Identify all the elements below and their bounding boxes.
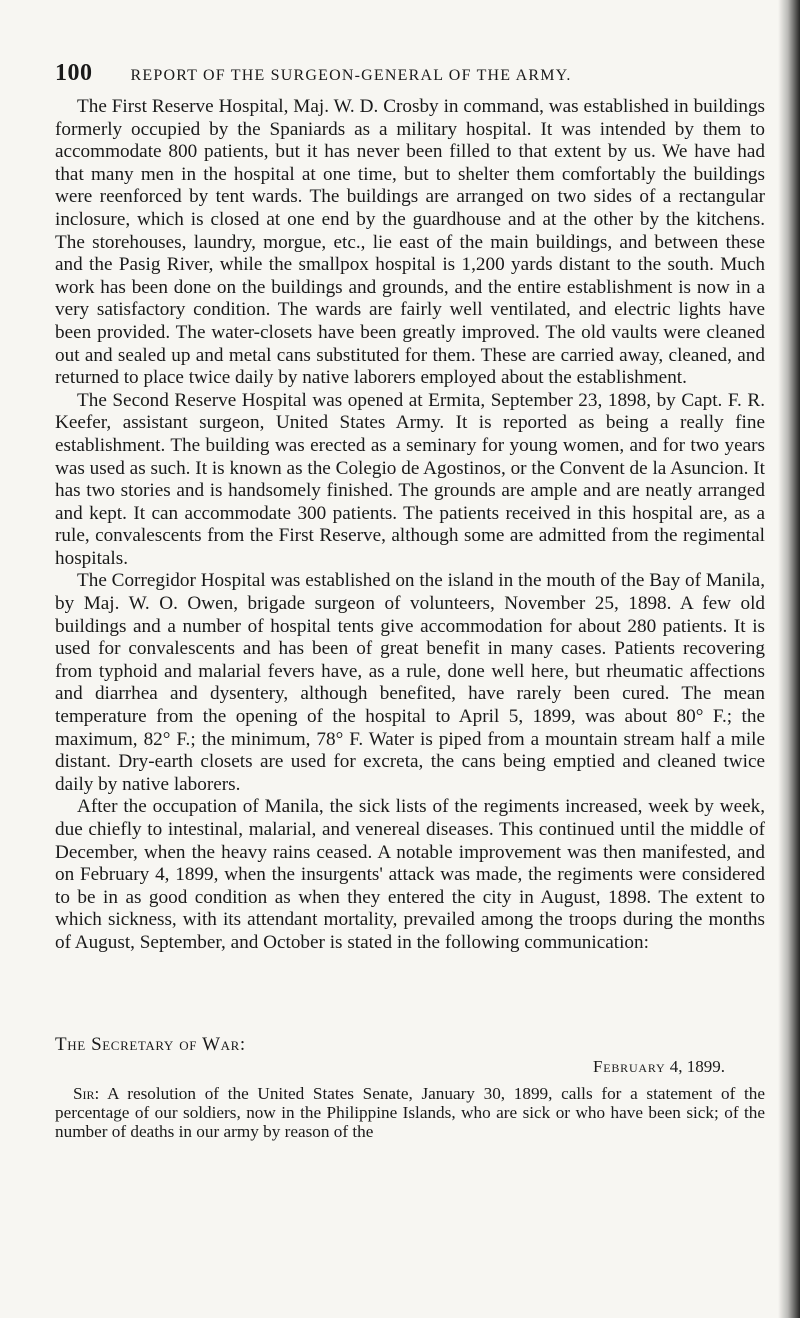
quoted-letter	[55, 1034, 765, 1141]
letter-salutation: Sir:	[73, 1084, 100, 1103]
letter-addressee: The Secretary of War:	[55, 1034, 246, 1055]
letter-date	[593, 1056, 725, 1078]
page-header	[55, 60, 775, 90]
page-number: 100	[55, 60, 93, 86]
paragraph-first-reserve-hospital: The First Reserve Hospital, Maj. W. D. Crosby in command, was established in buildings formerly occupied by the Spaniards as a military hospital. It was intended by them to accommodate 800 patients, but it has never been filled to that extent by us. We have had that many men in the hospital at one time, but to shelter them comfortably the buildings were reenforced by tent wards. The buildings are arranged on two sides of a rectangular inclosure, which is closed at one end by the guardhouse and at the other by the kitchens. The storehouses, laundry, morgue, etc., lie east of the main buildings, and between these and the Pasig River, while the smallpox hospital is 1,200 yards distant to the south. Much work has been done on the buildings and grounds, and the entire establishment is now in a very satisfactory condition. The wards are fairly well ventilated, and electric lights have been provided. The water-closets have been greatly improved. The old vaults were cleaned out and sealed up and metal cans substituted for them. These are carried away, cleaned, and returned to place twice daily by native laborers employed about the establishment.	[55, 96, 765, 389]
letter-body	[55, 1084, 765, 1141]
paragraph-occupation-of-manila: After the occupation of Manila, the sick lists of the regiments increased, week by week, due chiefly to intestinal, malarial, and venereal diseases. This continued until the middle of December, when the heavy rains ceased. A notable improvement was then manifested, and on February 4, 1899, when the insurgents' attack was made, the regiments were considered to be in as good condition as when they entered the city in August, 1898. The extent to which sickness, with its attendant mortality, prevailed among the troops during the months of August, September, and October is stated in the following communication:	[55, 796, 765, 953]
letter-date-month: February	[592, 1057, 666, 1076]
letter-date-rest: 4, 1899.	[669, 1057, 725, 1076]
letter-heading	[55, 1034, 765, 1078]
paragraph-corregidor-hospital: The Corregidor Hospital was established on the island in the mouth of the Bay of Manila, by Maj. W. O. Owen, brigade surgeon of volunteers, November 25, 1898. A few old buildings and a number of hospital tents give accommodation for about 280 patients. It is used for convalescents and has been of great benefit in many cases. Patients recovering from typhoid and malarial fevers have, as a rule, done well here, but rheumatic affections and diarrhea and dysentery, although benefited, have rarely been cured. The mean temperature from the opening of the hospital to April 5, 1899, was about 80° F.; the maximum, 82° F.; the minimum, 78° F. Water is piped from a mountain stream half a mile distant. Dry-earth closets are used for excreta, the cans being emptied and cleaned twice daily by native laborers.	[55, 570, 765, 795]
running-title: REPORT OF THE SURGEON-GENERAL OF THE ARMY.	[130, 67, 572, 84]
scan-edge-shadow	[778, 0, 800, 1318]
paragraph-second-reserve-hospital: The Second Reserve Hospital was opened at Ermita, September 23, 1898, by Capt. F. R. Keefer, assistant surgeon, United States Army. It is reported as being a really fine establishment. The building was erected as a seminary for young women, and for two years was used as such. It is known as the Colegio de Agostinos, or the Convent de la Asuncion. It has two stories and is handsomely finished. The grounds are ample and are neatly arranged and kept. It can accommodate 300 patients. The patients received in this hospital are, as a rule, convalescents from the First Reserve, although some are admitted from the regimental hospitals.	[55, 389, 765, 569]
letter-body-text: A resolution of the United States Senate, January 30, 1899, calls for a statement of the percentage of our soldiers, now in the Philippine Islands, who are sick or who have been sick; of the number of deaths in our army by reason of the	[55, 1084, 765, 1141]
body-text	[55, 96, 765, 955]
